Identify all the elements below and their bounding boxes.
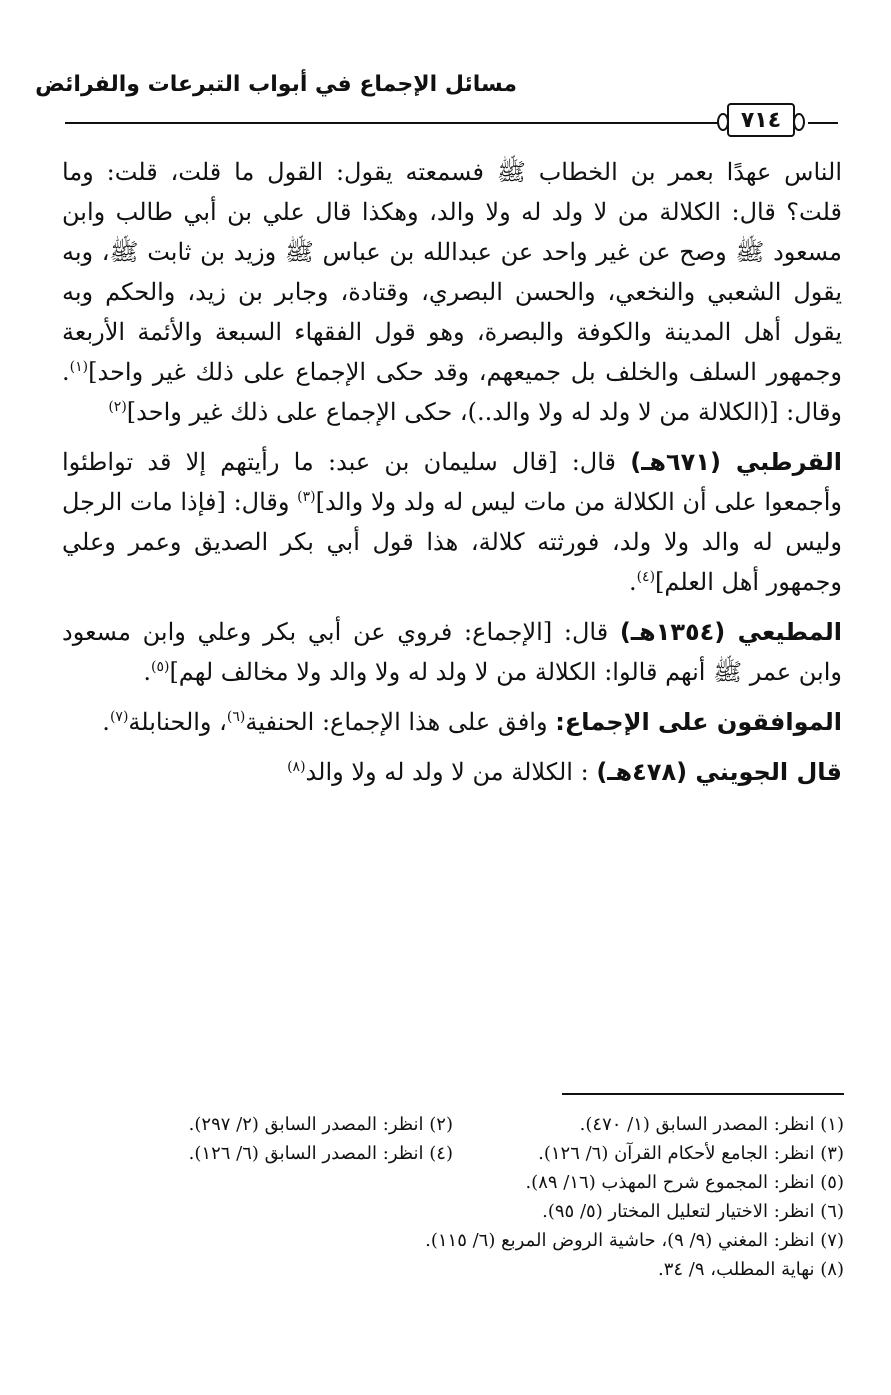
header-rule-ornament	[808, 122, 838, 124]
paragraph-3-end: .	[143, 658, 151, 686]
footnote-7: (٧) انظر: المغني (٩/ ٩)، حاشية الروض المربع (٦/ ١١٥).	[425, 1230, 844, 1251]
paragraph-2	[62, 442, 842, 602]
paragraph-3	[62, 612, 842, 692]
footnote-ref-3: (٣)	[297, 489, 316, 505]
footnote-ref-5: (٥)	[150, 659, 170, 675]
paragraph-4-lead: الموافقون على الإجماع:	[555, 708, 842, 736]
body-text	[62, 152, 842, 802]
footnote-8: (٨) نهاية المطلب، ٩/ ٣٤.	[658, 1259, 844, 1280]
footnote-3: (٣) انظر: الجامع لأحكام القرآن (٦/ ١٢٦).	[538, 1143, 844, 1164]
paragraph-3-lead: المطيعي (١٣٥٤هـ)	[619, 618, 842, 646]
footnote-5: (٥) انظر: المجموع شرح المهذب (١٦/ ٨٩).	[525, 1172, 844, 1193]
paragraph-1-text-2: . وقال: [(الكلالة من لا ولد له ولا والد..)، حكى الإجماع على ذلك غير واحد]	[62, 358, 842, 426]
footnote-4: (٤) انظر: المصدر السابق (٦/ ١٢٦).	[188, 1143, 453, 1164]
footnote-6: (٦) انظر: الاختيار لتعليل المختار (٥/ ٩٥).	[542, 1201, 844, 1222]
paragraph-3-text: قال: [الإجماع: فروي عن أبي بكر وعلي وابن مسعود وابن عمر ﷺ أنهم قالوا: الكلالة من لا ولد له ولا والد ولا مخالف لهم]	[62, 618, 842, 686]
footnote-ref-2: (٢)	[108, 399, 127, 415]
header-rule	[65, 122, 722, 124]
paragraph-4-end: .	[102, 708, 110, 736]
paragraph-4	[62, 702, 842, 742]
footnote-1: (١) انظر: المصدر السابق (١/ ٤٧٠).	[579, 1114, 844, 1135]
footnote-rule	[562, 1093, 844, 1095]
paragraph-2-text-2: وقال: [فإذا مات الرجل وليس له والد ولا ولد، فورثته كلالة، هذا قول أبي بكر الصديق وعمر وعلي وجمهور أهل العلم]	[62, 488, 842, 596]
paragraph-1	[62, 152, 842, 432]
footnote-ref-8: (٨)	[287, 759, 306, 775]
paragraph-5	[62, 752, 842, 792]
paragraph-1-text: الناس عهدًا بعمر بن الخطاب ﷺ فسمعته يقول: القول ما قلت، قلت: وما قلت؟ قال: الكلالة من لا ولد له ولا والد، وهكذا قال علي بن أبي طالب وابن مسعود ﷺ وصح عن غير واحد عن عبدالله بن عباس ﷺ وزيد بن ثابت ﷺ، وبه يقول الشعبي والنخعي، والحسن البصري، وقتادة، وجابر بن زيد، والحكم وبه يقول أهل المدينة والكوفة والبصرة، وهو قول الفقهاء السبعة والأئمة الأربعة وجمهور السلف والخلف بل جميعهم، وقد حكى الإجماع على ذلك غير واحد]	[62, 158, 842, 386]
footnote-row	[62, 1110, 844, 1139]
footnote-ref-4: (٤)	[636, 569, 656, 585]
paragraph-5-text: : الكلالة من لا ولد له ولا والد	[305, 758, 597, 786]
paragraph-2-text: قال: [قال سليمان بن عبد: ما رأيتهم إلا قد تواطئوا وأجمعوا على أن الكلالة من مات ليس له ولد ولا والد]	[62, 448, 842, 516]
page-number: ٧١٤	[727, 103, 795, 137]
paragraph-4-text: وافق على هذا الإجماع: الحنفية	[245, 708, 556, 736]
footnote-row	[62, 1139, 844, 1168]
paragraph-2-end: .	[628, 568, 637, 596]
footnotes	[62, 1110, 844, 1284]
footnote-ref-1: (١)	[69, 359, 89, 375]
running-title: مسائل الإجماع في أبواب التبرعات والفرائض	[35, 72, 517, 97]
paragraph-4-text-2: ، والحنابلة	[128, 708, 227, 736]
paragraph-5-lead: قال الجويني (٤٧٨هـ)	[596, 758, 842, 786]
paragraph-2-lead: القرطبي (٦٧١هـ)	[630, 448, 843, 476]
footnote-ref-7: (٧)	[109, 709, 129, 725]
footnote-2: (٢) انظر: المصدر السابق (٢/ ٢٩٧).	[188, 1114, 453, 1135]
footnote-ref-6: (٦)	[226, 709, 246, 725]
